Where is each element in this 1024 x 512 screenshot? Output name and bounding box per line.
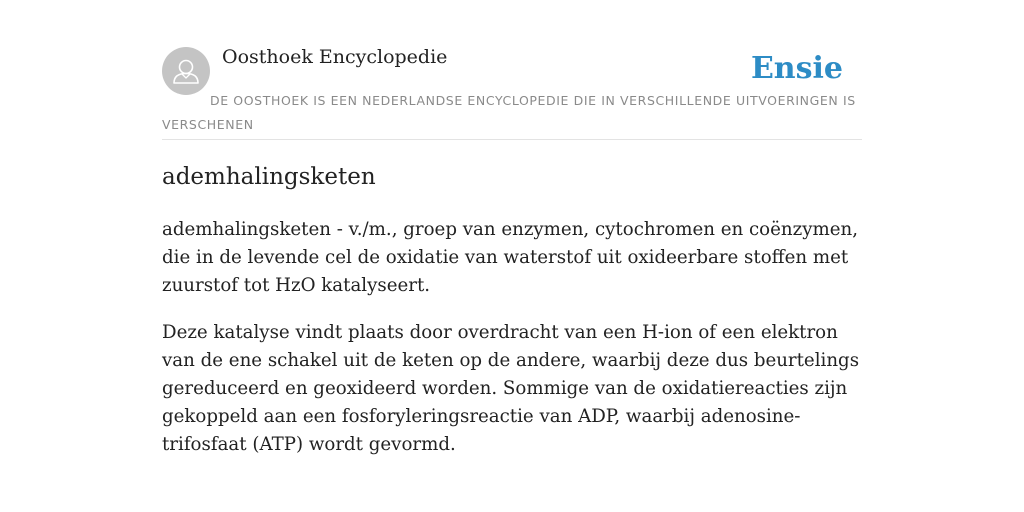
article-title: ademhalingsketen (162, 164, 376, 190)
source-name-link[interactable]: Oosthoek Encyclopedie (222, 46, 448, 68)
article-paragraph: ademhalingsketen - v./m., groep van enzymen, cytochromen en coënzymen, die in de levende cel de oxidatie van waterstof uit oxideerbare stoffen met zuurstof tot HzO katalyseert. (162, 219, 858, 296)
article-paragraph: Deze katalyse vindt plaats door overdracht van een H-ion of een elektron van de ene schakel uit de keten op de andere, waarbij deze dus beurtelings gereduceerd en geoxideerd worden. Sommige van de oxidatiereacties zijn gekoppeld aan een fosforyleringsreactie van ADP, waarbij adenosine-trifosfaat (ATP) wordt gevormd. (162, 322, 860, 455)
source-header (162, 0, 862, 140)
ensie-logo[interactable]: Ensie (750, 51, 843, 86)
source-tagline: DE OOSTHOEK IS EEN NEDERLANDSE ENCYCLOPEDIE DIE IN VERSCHILLENDE UITVOERINGEN IS VERSCHENEN (162, 93, 856, 132)
user-icon (162, 47, 210, 95)
page-container (162, 0, 862, 455)
source-avatar[interactable] (162, 47, 210, 95)
